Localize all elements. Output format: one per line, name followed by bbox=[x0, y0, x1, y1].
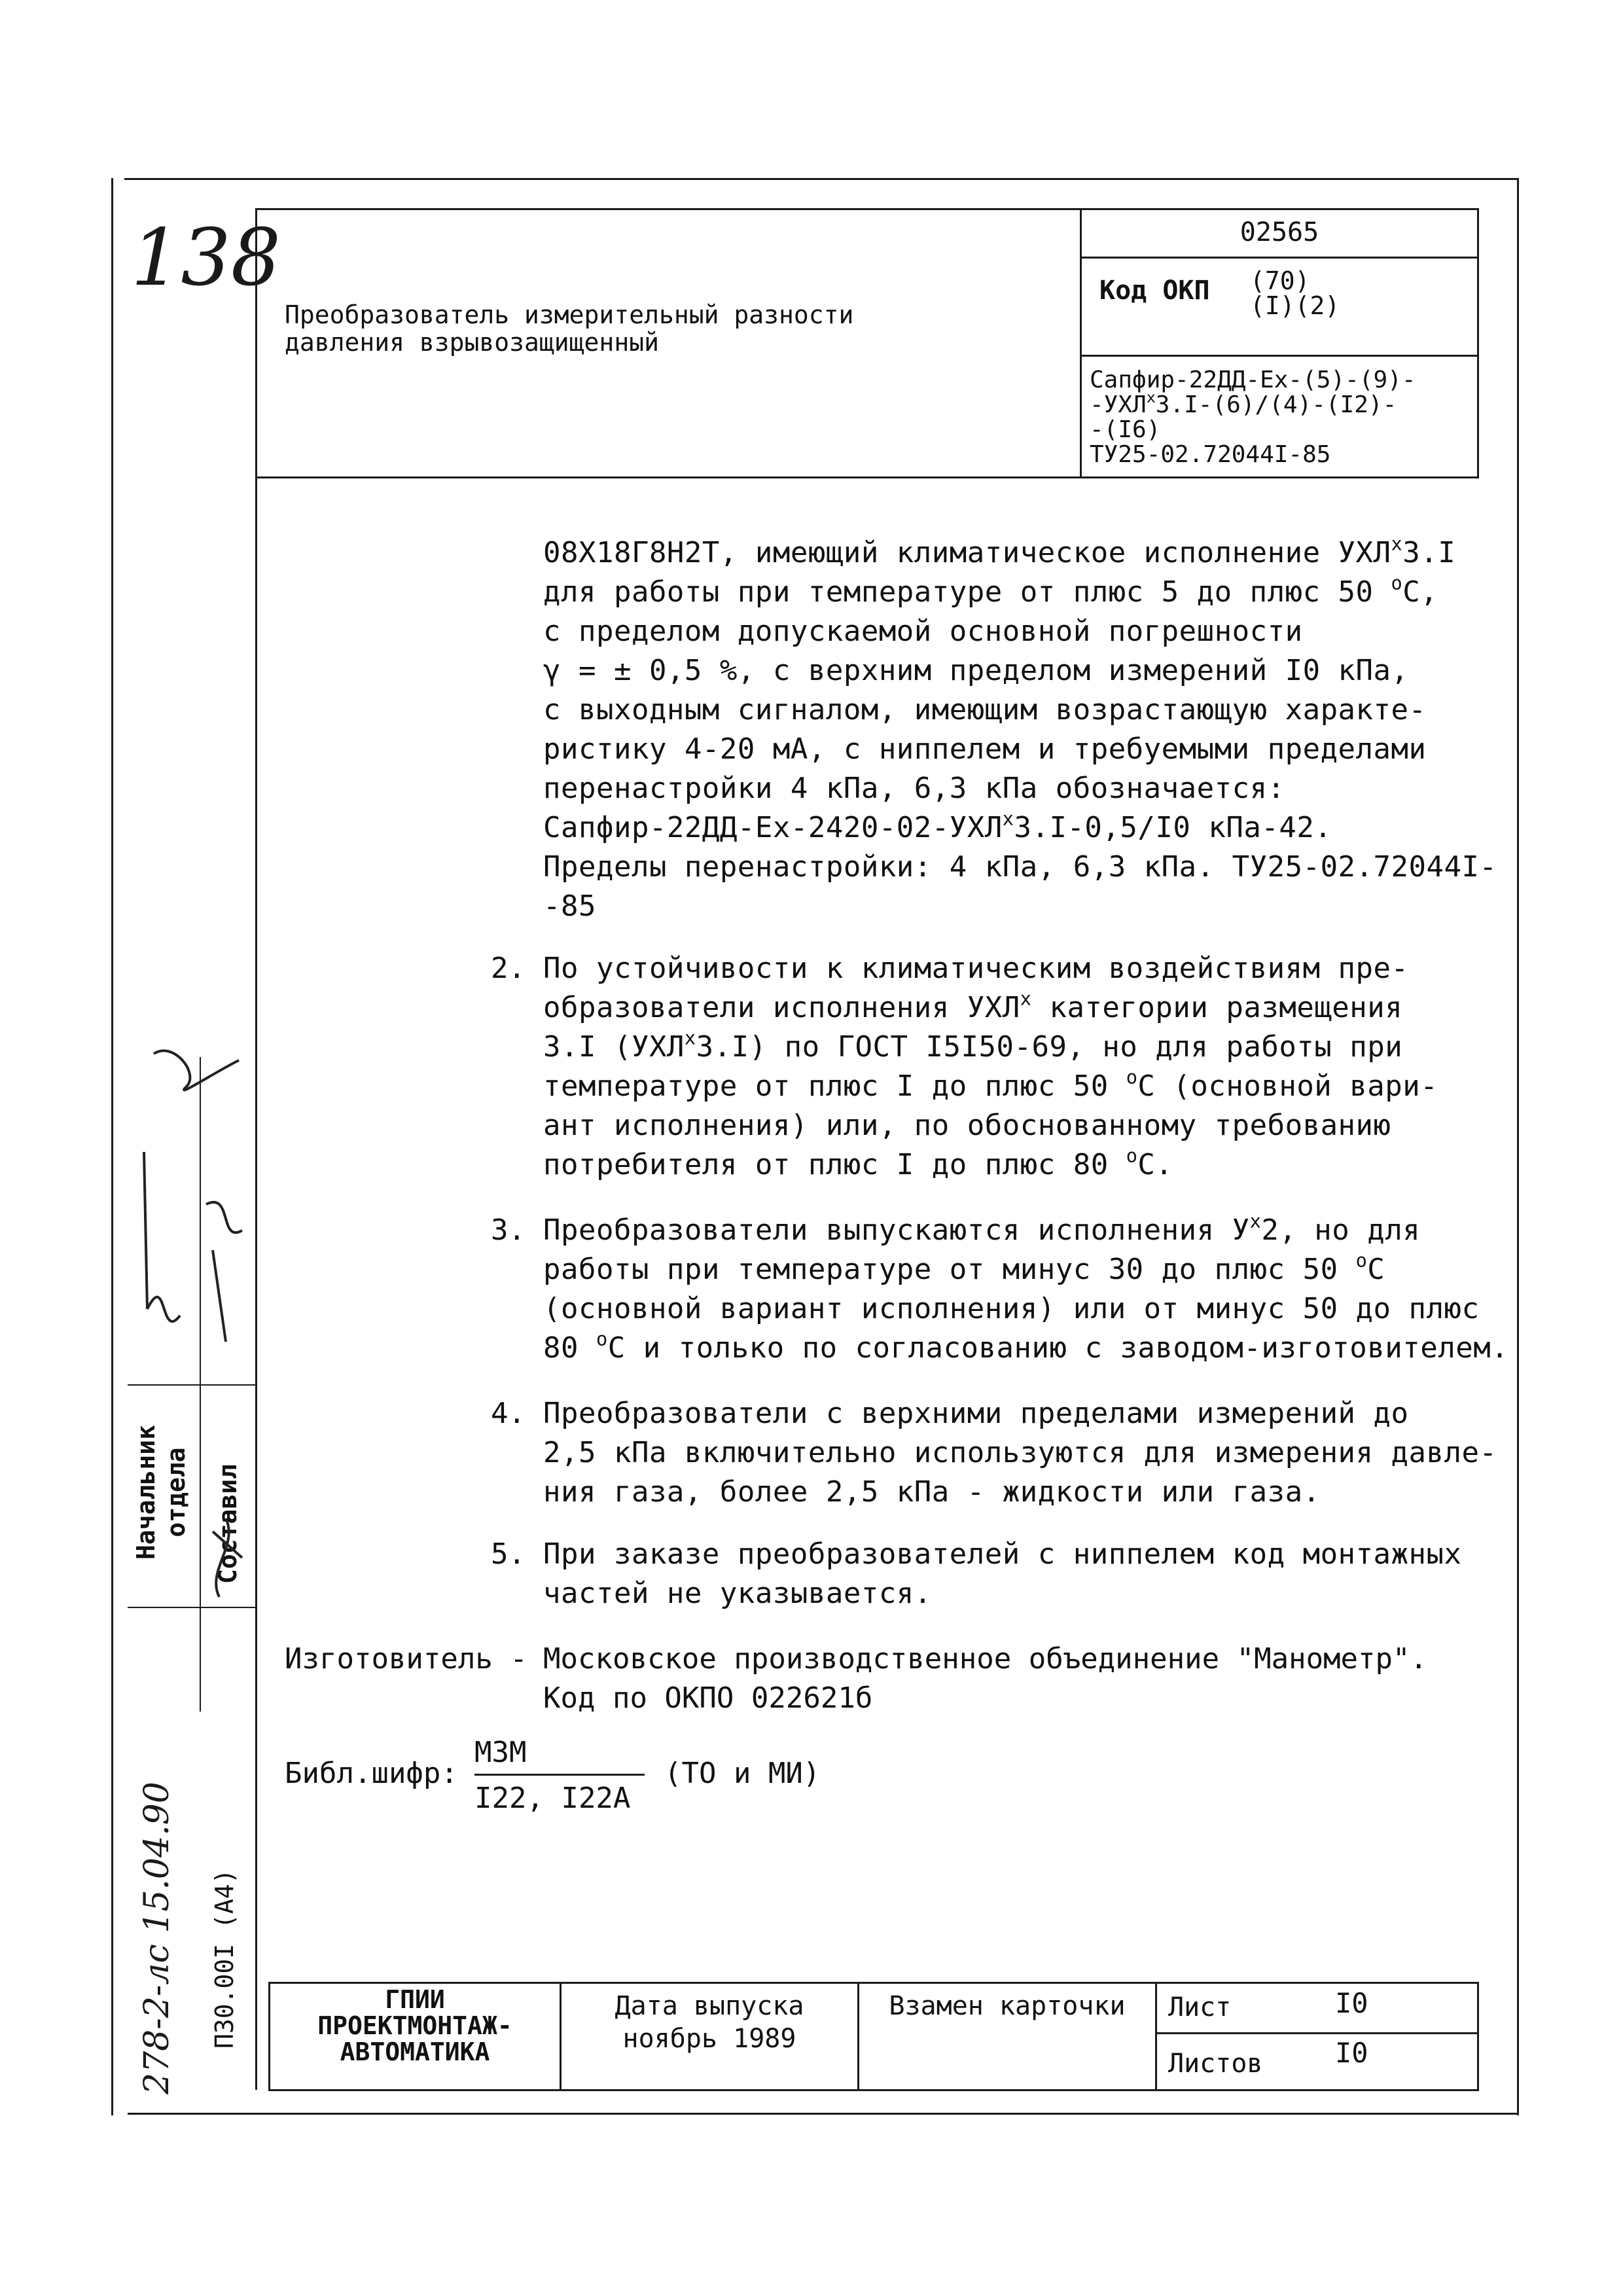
frame-right-line bbox=[1517, 178, 1519, 2115]
footer-bottom-line bbox=[268, 2089, 1479, 2091]
card-number: 02565 bbox=[1240, 217, 1319, 247]
body-line-10: -85 bbox=[543, 889, 596, 923]
item-4-line-3: ния газа, более 2,5 кПа - жидкости или газа. bbox=[543, 1475, 1321, 1509]
card-top-line bbox=[255, 208, 1479, 210]
model-line-3: -(I6) bbox=[1090, 416, 1161, 443]
footer-org-line-2: ПРОЕКТМОНТАЖ- bbox=[317, 2011, 512, 2040]
item-3-number: 3. bbox=[491, 1213, 526, 1247]
item-5-line-2: частей не указывается. bbox=[543, 1577, 932, 1610]
body-line-3: с пределом допускаемой основной погрешности bbox=[543, 615, 1303, 648]
library-label: Библ.шифр: bbox=[285, 1757, 458, 1790]
okp-value-1: (70) bbox=[1250, 266, 1310, 295]
footer-sheet-row-line bbox=[1155, 2032, 1479, 2034]
body-line-7: перенастройки 4 кПа, 6,3 кПа обозначается: bbox=[543, 772, 1285, 805]
body-line-4: γ = ± 0,5 %, с верхним пределом измерений I0 кПа, bbox=[543, 654, 1409, 687]
body-line-8: Сапфир-22ДД-Ex-2420-02-УХЛ$^x$3.I-0,5/I0 кПа-42. bbox=[543, 807, 1332, 844]
footer-org-line-3: АВТОМАТИКА bbox=[340, 2037, 490, 2066]
library-note: (ТО и МИ) bbox=[664, 1757, 821, 1790]
footer-top-line bbox=[268, 1982, 1479, 1984]
frame-bottom-line bbox=[128, 2113, 1518, 2115]
okp-value-2: (I)(2) bbox=[1250, 291, 1340, 320]
header-bottom-line bbox=[255, 476, 1479, 478]
library-numerator: МЗМ bbox=[474, 1736, 527, 1769]
sheet-value: I0 bbox=[1335, 1987, 1368, 2019]
footer-org-line-1: ГПИИ bbox=[385, 1985, 445, 2014]
form-code: ПЗ0.00I (А4) bbox=[210, 1869, 239, 2049]
stamp-compiler-label: Составил bbox=[213, 1463, 242, 1584]
title-line-1: Преобразователь измерительный разности bbox=[285, 300, 854, 329]
footer-right-line bbox=[1477, 1982, 1479, 2090]
release-label: Дата выпуска bbox=[615, 1991, 804, 2021]
manufacturer-name: Московское производственное объединение "Манометр". bbox=[543, 1642, 1428, 1676]
footer-div-3 bbox=[1155, 1982, 1157, 2090]
item-5-number: 5. bbox=[491, 1537, 526, 1571]
item-3-line-2: работы при температуре от минус 30 до плюс 50 $^o$С bbox=[543, 1249, 1385, 1286]
item-2-line-4: температуре от плюс I до плюс 50 $^o$С (основной вари- bbox=[543, 1066, 1438, 1103]
release-date: ноябрь 1989 bbox=[622, 2024, 796, 2054]
sheets-label: Листов bbox=[1168, 2049, 1263, 2079]
signature-marks bbox=[128, 1034, 259, 1623]
item-2-line-2: образователи исполнения УХЛ$^x$ категории размещения bbox=[543, 987, 1403, 1024]
stamp-head-label-1: Начальник bbox=[132, 1425, 160, 1560]
okp-label: Код ОКП bbox=[1099, 276, 1210, 306]
manufacturer-label: Изготовитель - bbox=[285, 1642, 527, 1676]
body-line-6: ристику 4-20 мА, с ниппелем и требуемыми пределами bbox=[543, 732, 1427, 766]
item-3-line-1: Преобразователи выпускаются исполнения $У^x2$, но для bbox=[543, 1210, 1421, 1247]
model-designation bbox=[1090, 368, 1416, 467]
stamp-head-label-2: отдела bbox=[162, 1447, 190, 1537]
item-3-line-4: 80 $^o$С и только по согласованию с заводом-изготовителем. bbox=[543, 1327, 1509, 1365]
document-title bbox=[285, 301, 1057, 356]
item-2-number: 2. bbox=[491, 952, 526, 985]
item-4-line-2: 2,5 кПа включительно используются для измерения давле- bbox=[543, 1436, 1497, 1469]
frame-top-line bbox=[124, 178, 1518, 180]
frame-left-line bbox=[111, 178, 113, 2115]
title-line-2: давления взрывозащищенный bbox=[285, 328, 659, 357]
item-2-line-3: 3.I (УХЛ$^x$3.I) по ГОСТ I5I50-69, но для работы при bbox=[543, 1026, 1403, 1064]
model-line-1: Сапфир-22ДД-Ex-(5)-(9)- bbox=[1090, 367, 1416, 393]
signature-stroke-3 bbox=[147, 1297, 180, 1321]
handwritten-registration: 278-2-лс 15.04.90 bbox=[137, 1782, 177, 2094]
page-number: 138 bbox=[131, 213, 281, 304]
body-line-2: для работы при температуре от плюс 5 до плюс 50 $^o$С, bbox=[543, 571, 1438, 609]
signature-stroke-2 bbox=[144, 1152, 147, 1309]
body-line-9: Пределы перенастройки: 4 кПа, 6,3 кПа. ТУ25-02.72044I- bbox=[543, 850, 1497, 884]
tu-line: ТУ25-02.72044I-85 bbox=[1090, 441, 1331, 468]
code-row-line-1 bbox=[1080, 257, 1479, 259]
item-5-line-1: При заказе преобразователей с ниппелем код монтажных bbox=[543, 1537, 1462, 1571]
model-line-2: -УХЛ$^x$3.I-(6)/(4)-(I2)- bbox=[1090, 387, 1397, 418]
body-line-5: с выходным сигналом, имеющим возрастающую характе- bbox=[543, 693, 1427, 726]
code-row-line-2 bbox=[1080, 355, 1479, 357]
okp-values bbox=[1250, 268, 1340, 318]
item-2-line-6: потребителя от плюс I до плюс 80 $^o$С. bbox=[543, 1144, 1173, 1181]
signature-stroke-4 bbox=[206, 1202, 242, 1342]
manufacturer-okpo: Код по ОКПО 022621б bbox=[543, 1681, 873, 1715]
item-4-line-1: Преобразователи с верхними пределами измерений до bbox=[543, 1397, 1409, 1430]
sheet-label: Лист bbox=[1168, 1992, 1232, 2022]
release-block bbox=[562, 1990, 857, 2055]
signature-stroke-1 bbox=[154, 1050, 239, 1090]
replace-label: Взамен карточки bbox=[889, 1991, 1126, 2021]
body-line-1: 08Х18Г8Н2Т, имеющий климатическое исполнение УХЛ$^x$3.I bbox=[543, 532, 1456, 569]
item-2-line-5: ант исполнения) или, по обоснованному требованию bbox=[543, 1109, 1391, 1142]
footer-org bbox=[270, 1986, 560, 2065]
item-4-number: 4. bbox=[491, 1397, 526, 1430]
item-3-line-3: (основной вариант исполнения) или от минус 50 до плюс bbox=[543, 1292, 1480, 1325]
library-denominator: I22, I22A bbox=[474, 1782, 631, 1815]
library-fraction-line bbox=[474, 1774, 645, 1776]
signature-stroke-5 bbox=[213, 1518, 242, 1597]
item-2-line-1: По устойчивости к климатическим воздействиям пре- bbox=[543, 952, 1409, 985]
sheets-value: I0 bbox=[1335, 2037, 1368, 2069]
